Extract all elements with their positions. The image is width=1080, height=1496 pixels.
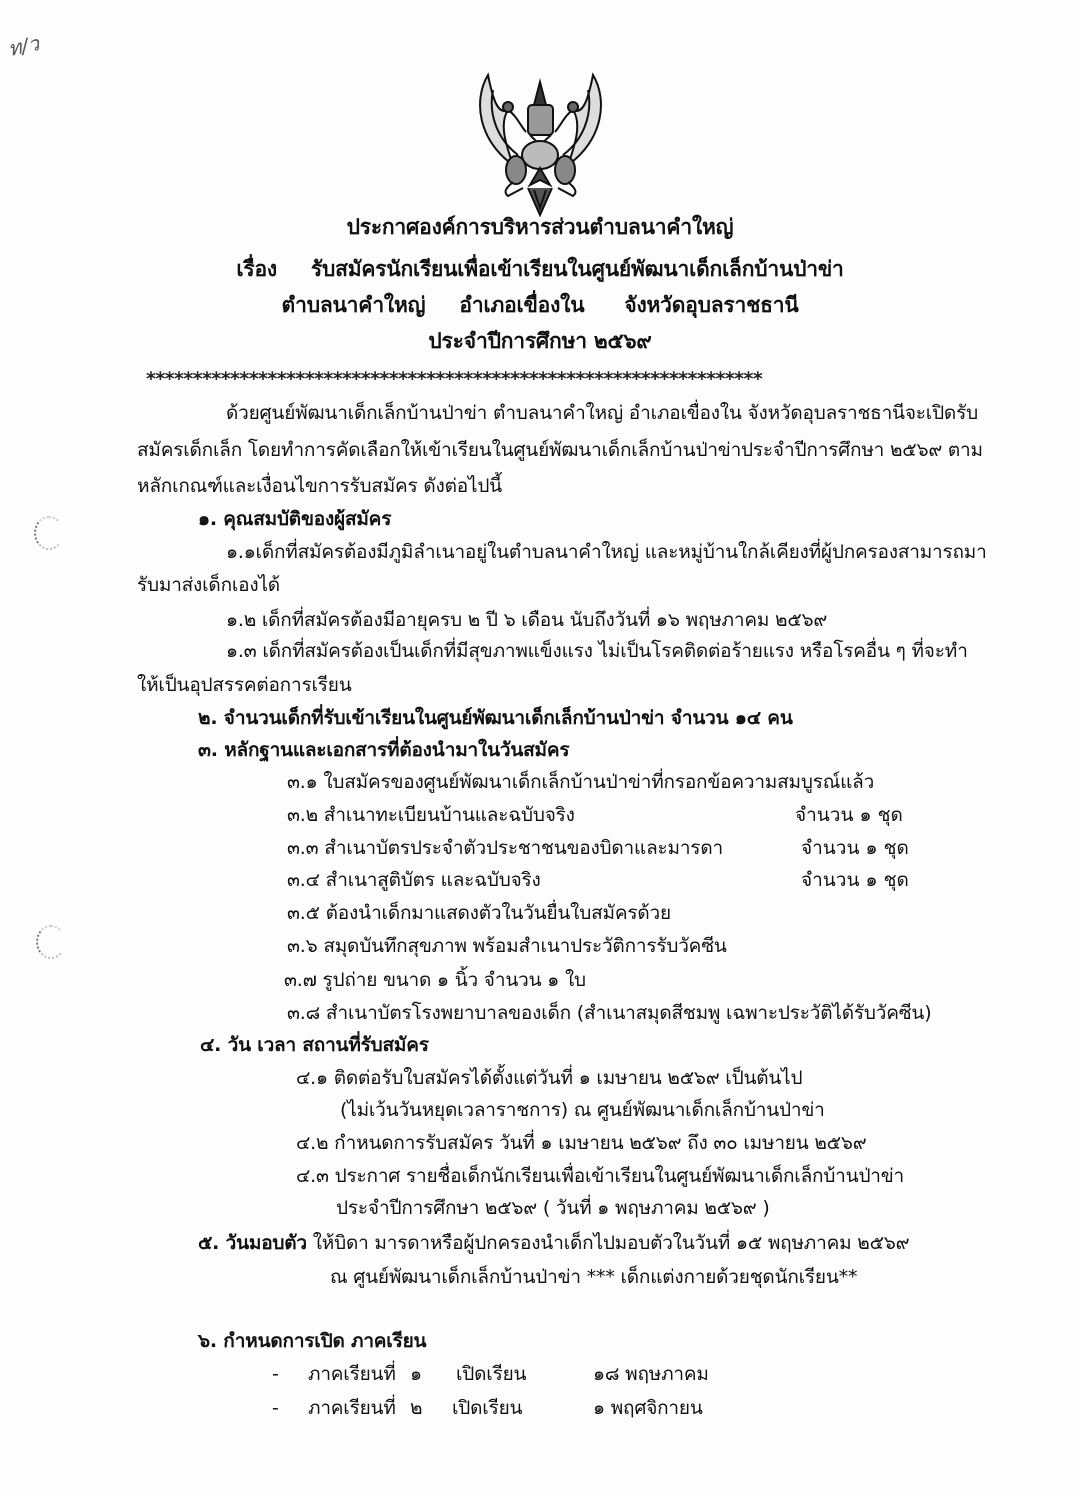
document-item: ๓.๗ รูปถ่าย ขนาด ๑ นิ้ว จำนวน ๑ ใบ: [284, 969, 586, 991]
document-quantity: จำนวน ๑ ชุด: [801, 837, 909, 859]
section-5-text: ให้บิดา มารดาหรือผู้ปกครองนำเด็กไปมอบตัวในวันที่ ๑๕ พฤษภาคม ๒๕๖๙: [306, 1232, 910, 1254]
section-1-item-1: ๑.๑เด็กที่สมัครต้องมีภูมิลำเนาอยู่ในตำบลนาคำใหญ่ และหมู่บ้านใกล้เคียงที่ผู้ปกครองสามารถมา: [226, 541, 987, 563]
term-label: ภาคเรียนที่: [308, 1363, 396, 1385]
separator-line: ******************************************************************: [146, 368, 763, 390]
province: จังหวัดอุบลราชธานี: [624, 293, 799, 317]
term-action: เปิดเรียน: [452, 1397, 523, 1419]
section-1-item-3-cont: ให้เป็นอุปสรรคต่อการเรียน: [137, 674, 352, 696]
announcement-list-item: ๔.๓ ประกาศ รายชื่อเด็กนักเรียนเพื่อเข้าเรียนในศูนย์พัฒนาเด็กเล็กบ้านป่าข่า: [296, 1165, 905, 1187]
document-item: ๓.๔ สำเนาสูติบัตร และฉบับจริง: [287, 869, 541, 891]
handwritten-margin-note: ท/ว: [5, 31, 42, 61]
punch-hole-mark: [34, 516, 64, 550]
punch-hole-mark: [36, 925, 66, 959]
announcement-list-item-cont: ประจำปีการศึกษา ๒๕๖๙ ( วันที่ ๑ พฤษภาคม ๒๕๖๙ ): [336, 1197, 770, 1219]
section-3-heading: ๓. หลักฐานและเอกสารที่ต้องนำมาในวันสมัคร: [198, 739, 570, 761]
announcement-title: ประกาศองค์การบริหารส่วนตำบลนาคำใหญ่: [346, 215, 734, 239]
intro-line-3: หลักเกณฑ์และเงื่อนไขการรับสมัคร ดังต่อไปนี้: [137, 475, 502, 497]
intro-line-2: สมัครเด็กเล็ก โดยทำการคัดเลือกให้เข้าเรียนในศูนย์พัฒนาเด็กเล็กบ้านป่าข่าประจำปีการศึกษา ๒๕๖๙ ตาม: [137, 439, 983, 461]
document-item: ๓.๘ สำเนาบัตรโรงพยาบาลของเด็ก (สำเนาสมุดสีชมพู เฉพาะประวัติได้รับวัคซีน): [287, 1002, 932, 1024]
application-date-item-cont: (ไม่เว้นวันหยุดเวลาราชการ) ณ ศูนย์พัฒนาเด็กเล็กบ้านป่าข่า: [340, 1099, 825, 1121]
academic-year: ประจำปีการศึกษา ๒๕๖๙: [428, 329, 652, 353]
tambon: ตำบลนาคำใหญ่: [281, 293, 426, 317]
document-quantity: จำนวน ๑ ชุด: [795, 804, 903, 826]
section-5-cont: ณ ศูนย์พัฒนาเด็กเล็กบ้านป่าข่า *** เด็กแต่งกายด้วยชุดนักเรียน**: [330, 1266, 858, 1288]
announcement-subject: [0, 256, 1080, 282]
term-date: ๑ พฤศจิกายน: [593, 1397, 703, 1419]
term-action: เปิดเรียน: [456, 1363, 527, 1385]
document-quantity: จำนวน ๑ ชุด: [801, 869, 909, 891]
document-item: ๓.๖ สมุดบันทึกสุขภาพ พร้อมสำเนาประวัติการรับวัคซีน: [287, 935, 727, 957]
section-4-heading: ๔. วัน เวลา สถานที่รับสมัคร: [200, 1034, 429, 1056]
intro-line-1: ด้วยศูนย์พัฒนาเด็กเล็กบ้านป่าข่า ตำบลนาคำใหญ่ อำเภอเขื่องใน จังหวัดอุบลราชธานีจะเปิดรับ: [226, 402, 978, 424]
application-period-item: ๔.๒ กำหนดการรับสมัคร วันที่ ๑ เมษายน ๒๕๖๙ ถึง ๓๐ เมษายน ๒๕๖๙: [296, 1132, 867, 1154]
section-1-heading: ๑. คุณสมบัติของผู้สมัคร: [198, 508, 392, 530]
document-item: ๓.๕ ต้องนำเด็กมาแสดงตัวในวันยื่นใบสมัครด้วย: [287, 902, 671, 924]
document-item: ๓.๒ สำเนาทะเบียนบ้านและฉบับจริง: [287, 804, 575, 826]
document-item: ๓.๓ สำเนาบัตรประจำตัวประชาชนของบิดาและมารดา: [287, 837, 723, 859]
dash: -: [272, 1397, 279, 1419]
section-1-item-1-cont: รับมาส่งเด็กเองได้: [137, 574, 280, 596]
section-2-heading: ๒. จำนวนเด็กที่รับเข้าเรียนในศูนย์พัฒนาเด็กเล็กบ้านป่าข่า จำนวน ๑๔ คน: [198, 707, 793, 729]
document-item: ๓.๑ ใบสมัครของศูนย์พัฒนาเด็กเล็กบ้านป่าข่าที่กรอกข้อความสมบูรณ์แล้ว: [287, 771, 875, 793]
section-1-item-2: ๑.๒ เด็กที่สมัครต้องมีอายุครบ ๒ ปี ๖ เดือน นับถึงวันที่ ๑๖ พฤษภาคม ๒๕๖๙: [226, 609, 828, 631]
section-1-item-3: ๑.๓ เด็กที่สมัครต้องเป็นเด็กที่มีสุขภาพแข็งแรง ไม่เป็นโรคติดต่อร้ายแรง หรือโรคอื่น ๆ ที่จะทำ: [226, 640, 968, 662]
term-number: ๑: [410, 1363, 422, 1385]
subject-label: เรื่อง: [236, 257, 277, 281]
term-number: ๒: [410, 1397, 423, 1419]
section-6-heading: ๖. กำหนดการเปิด ภาคเรียน: [198, 1330, 427, 1352]
section-5-line: [198, 1230, 909, 1256]
term-date: ๑๘ พฤษภาคม: [593, 1363, 709, 1385]
subject-text: รับสมัครนักเรียนเพื่อเข้าเรียนในศูนย์พัฒนาเด็กเล็กบ้านป่าข่า: [310, 257, 844, 281]
dash: -: [272, 1363, 279, 1385]
application-date-item: ๔.๑ ติดต่อรับใบสมัครได้ตั้งแต่วันที่ ๑ เมษายน ๒๕๖๙ เป็นต้นไป: [296, 1067, 803, 1089]
garuda-emblem-icon: [468, 70, 613, 220]
amphoe: อำเภอเขื่องใน: [459, 293, 585, 317]
announcement-location: [0, 292, 1080, 318]
section-5-heading: ๕. วันมอบตัว: [198, 1232, 307, 1254]
term-label: ภาคเรียนที่: [308, 1397, 396, 1419]
